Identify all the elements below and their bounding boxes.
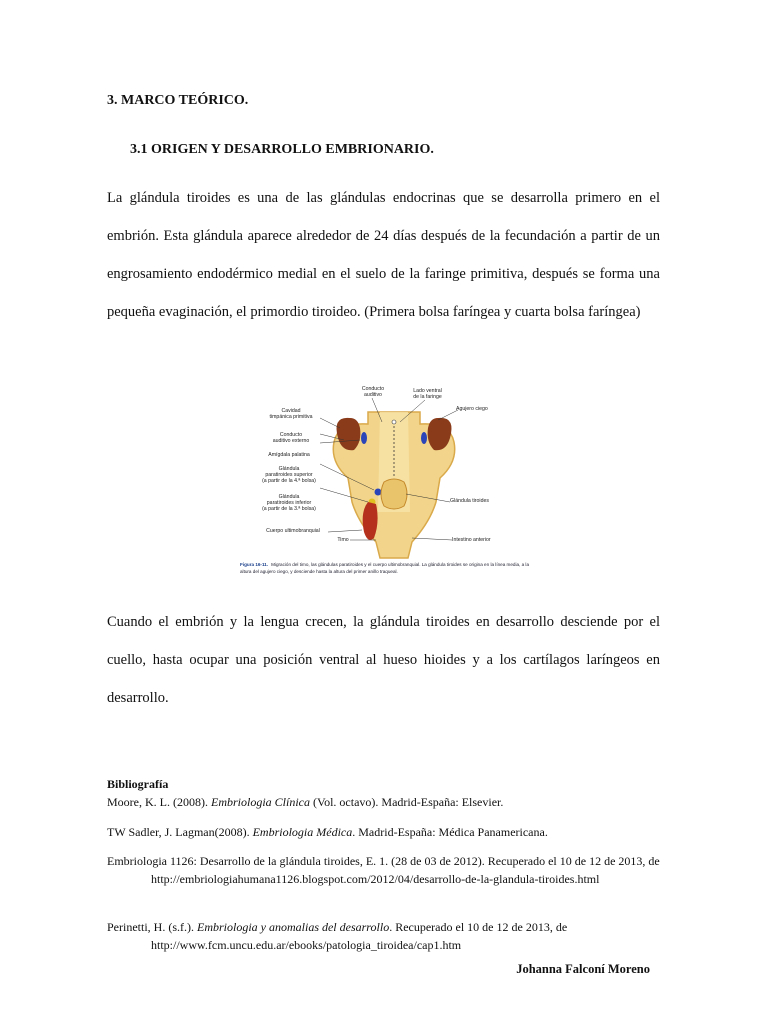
bibliography-entry: TW Sadler, J. Lagman(2008). Embriologia Médica. Madrid-España: Médica Panamericana. [107,825,548,839]
parathyroid-superior [375,489,382,496]
author-name: Johanna Falconí Moreno [516,962,650,976]
bibliography-title: Bibliografía [107,777,169,791]
palatine-tonsil-right [421,432,427,444]
label-paratiroides-inferior: Glándula paratiroides inferior (a partir de la 3.ª bolsa) [262,494,316,512]
bibliography-entry: Embriologia 1126: Desarrollo de la glándula tiroides, E. 1. (28 de 03 de 2012). Recuperado el 10 de 12 de 2013, de http://embriologiahumana1126.blogspot.com/2012/04/desarrollo-de-la-glandula-tiroides.html [107,854,660,886]
label-agujero-ciego: Agujero ciego [456,406,488,412]
bibliography-entry: Moore, K. L. (2008). Embriologia Clínica (Vol. octavo). Madrid-España: Elsevier. [107,795,504,809]
label-glandula-tiroides: Glándula tiroides [450,498,489,504]
thyroid-gland [381,479,407,509]
label-ultimobranquial: Cuerpo ultimobranquial [266,528,320,534]
label-intestino: Intestino anterior [452,537,491,543]
foramen-cecum [392,420,396,424]
section-heading: 3. MARCO TEÓRICO. [107,93,249,108]
bibliography-entry: Perinetti, H. (s.f.). Embriologia y anomalias del desarrollo. Recuperado el 10 de 12 de 2013, de http://www.fcm.uncu.edu.ar/ebooks/patologia_tiroidea/cap1.htm [107,920,568,952]
subsection-heading: 3.1 ORIGEN Y DESARROLLO EMBRIONARIO. [130,142,434,157]
embryology-figure [240,382,530,584]
label-conducto-externo: Conducto auditivo externo [272,432,310,444]
paragraph-descent: Cuando el embrión y la lengua crecen, la glándula tiroides en desarrollo desciende por el cuello, hasta ocupar una posición ventral al hueso hioides y a los cartílagos laríngeos en desarrollo. [107,614,660,706]
label-paratiroides-superior: Glándula paratiroides superior (a partir de la 4.ª bolsa) [262,466,316,484]
figure-caption [240,561,530,575]
label-cavidad-timpanica: Cavidad timpánica primitiva [269,408,313,420]
label-lado-ventral: Lado ventral de la faringe [413,388,442,400]
label-timo: Timo [337,537,349,543]
label-amigdala: Amígdala palatina [268,452,310,458]
figure-caption-lead: Figura 16-11. [240,562,269,567]
paragraph-intro: La glándula tiroides es una de las glándulas endocrinas que se desarrolla primero en el embrión. Esta glándula aparece alrededor de 24 días después de la fecundación a partir de un engrosamiento endodérmico medial en el suelo de la faringe primitiva, después se forma una pequeña evaginación, el primordio tiroideo. (Primera bolsa faríngea y cuarta bolsa faríngea) [107,190,660,320]
figure-caption-text: Migración del timo, las glándulas paratiroides y el cuerpo ultimobranquial. La glándula tiroides se origina en la línea media, a la altura del agujero ciego, y desciende hasta la altura del primer anillo traqueal. [240,562,530,574]
label-conducto-auditivo: Conducto auditivo [361,386,385,398]
palatine-tonsil [361,432,367,444]
